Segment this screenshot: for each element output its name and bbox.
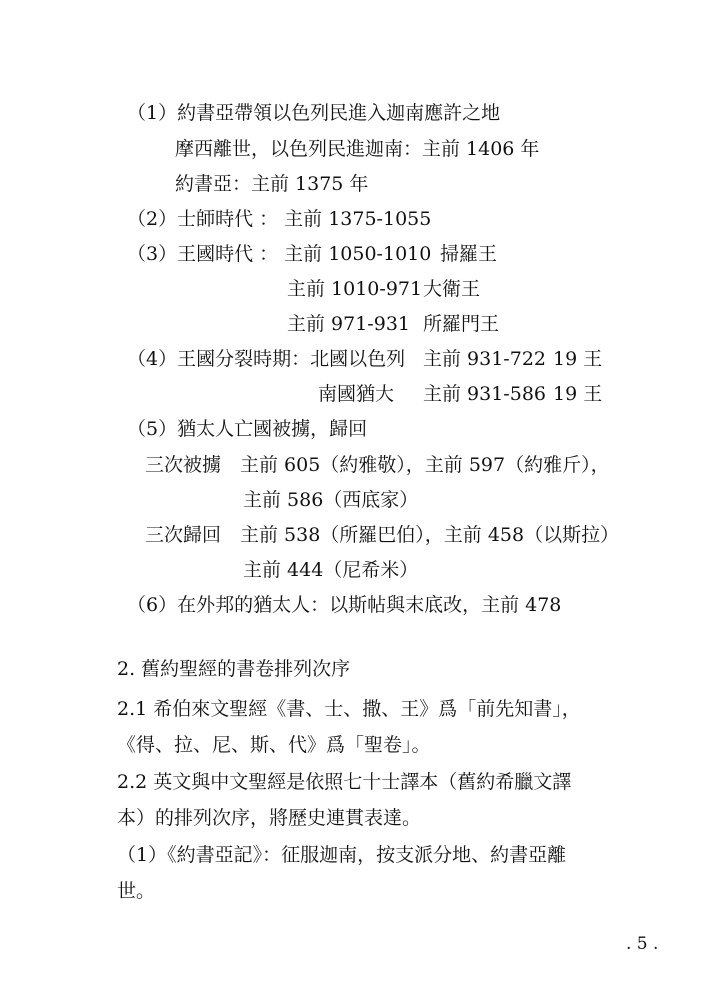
item5-return-line1: 三次歸回 主前 538（所羅巴伯），主前 458（以斯拉） [145, 524, 620, 546]
item4-north-date: 主前 931-722 [423, 348, 546, 370]
item2-judges: （2）士師時代 ： 主前 1375-1055 [127, 208, 432, 230]
item5-captivity-line2: 主前 586（西底家） [243, 489, 419, 511]
item3-heading: （3）王國時代 ： 主前 1050-1010 [127, 243, 432, 265]
section2-para3-line2: 世。 [117, 880, 156, 902]
item3-solomon-date: 主前 971-931 [287, 313, 410, 335]
item3-david: 大衛王 [423, 278, 481, 300]
page-number: . 5 . [626, 934, 659, 954]
item3-solomon: 所羅門王 [423, 313, 500, 335]
item3-david-date: 主前 1010-971 [287, 278, 423, 300]
section2-para1-line1: 2.1 希伯來文聖經《書、士、撒、王》爲「前先知書」， [117, 698, 581, 720]
item1-heading: （1）約書亞帶領以色列民進入迦南應許之地 [127, 102, 501, 124]
section2-title: 2. 舊約聖經的書卷排列次序 [117, 658, 351, 680]
item1-moses: 摩西離世，以色列民進迦南：主前 1406 年 [175, 138, 540, 160]
section2-para2-line2: 本）的排列次序，將歷史連貫表達。 [117, 807, 422, 829]
item4-south-kings: 19 王 [553, 383, 603, 405]
item4-south-date: 主前 931-586 [423, 383, 546, 405]
section2-para1-line2: 《得、拉、尼、斯、代》爲「聖卷」。 [117, 734, 431, 756]
item4-north-kings: 19 王 [553, 348, 603, 370]
item1-joshua: 約書亞：主前 1375 年 [175, 173, 369, 195]
item5-captivity-line1: 三次被擄 主前 605（約雅敬），主前 597（約雅斤）， [145, 454, 610, 476]
item6-diaspora: （6）在外邦的猶太人：以斯帖與末底改，主前 478 [127, 594, 562, 616]
item5-return-line2: 主前 444（尼希米） [243, 559, 419, 581]
item5-heading: （5）猶太人亡國被擄，歸回 [127, 418, 368, 440]
item4-south: 南國猶大 [318, 383, 395, 405]
item4-heading: （4）王國分裂時期：北國以色列 [127, 348, 406, 370]
item3-saul: 掃羅王 [440, 243, 498, 265]
section2-para3-line1: （1）《約書亞記》：征服迦南，按支派分地、約書亞離 [117, 844, 567, 866]
section2-para2-line1: 2.2 英文與中文聖經是依照七十士譯本（舊約希臘文譯 [117, 771, 572, 793]
